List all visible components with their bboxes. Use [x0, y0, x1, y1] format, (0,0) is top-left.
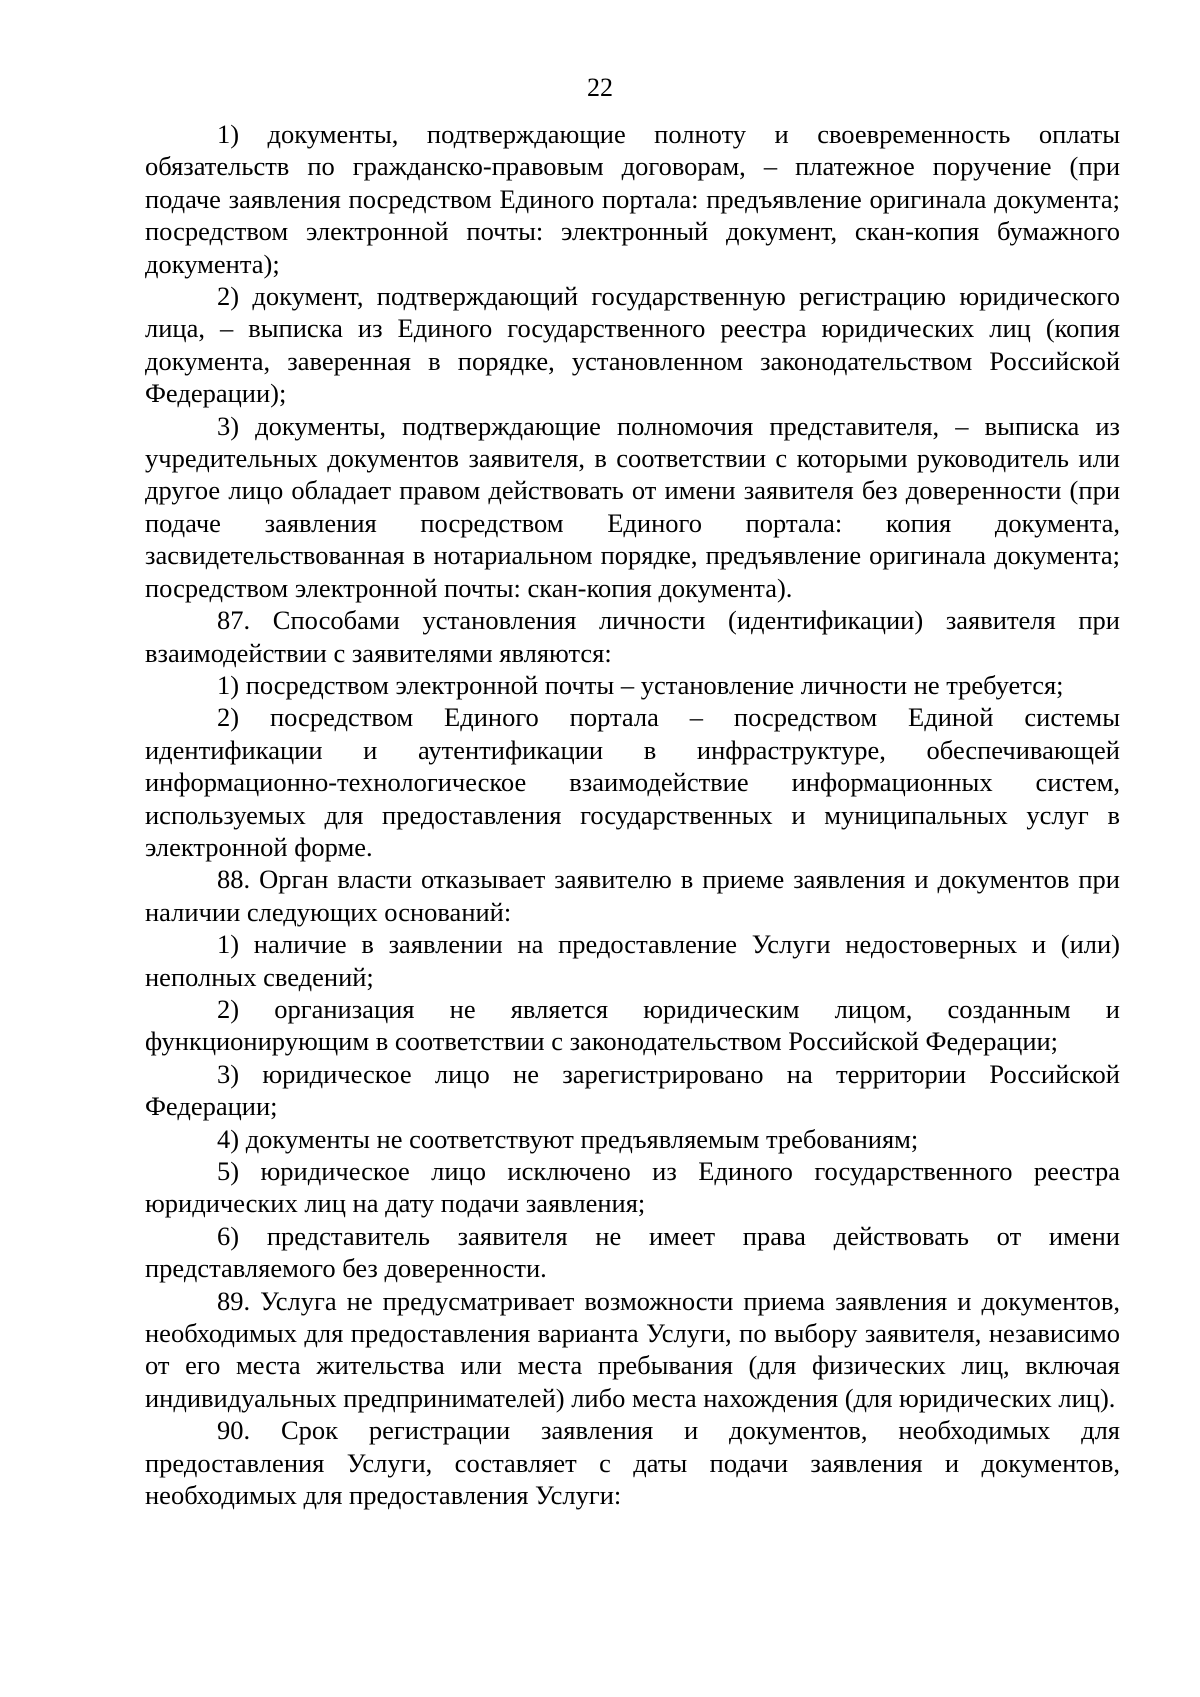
- paragraph-87-identification-methods: 87. Способами установления личности (идентификации) заявителя при взаимодействии с заявителями являются:: [145, 605, 1120, 668]
- paragraph-88-item-6: 6) представитель заявителя не имеет права действовать от имени представляемого без доверенности.: [145, 1220, 1120, 1284]
- paragraph-88-refusal-grounds: 88. Орган власти отказывает заявителю в приеме заявления и документов при наличии следующих оснований:: [145, 864, 1120, 927]
- paragraph-88-item-1: 1) наличие в заявлении на предоставление Услуги недостоверных и (или) неполных сведений;: [145, 929, 1120, 992]
- paragraph-item-3-representative-authority: 3) документы, подтверждающие полномочия представителя, – выписка из учредительных документов заявителя, в соответствии с которыми руководитель или другое лицо обладает правом действовать от имени заявителя без доверенности (при подаче заявления посредством Единого портала: копия документа, засвидетельствованная в нотариальном порядке, предъявление оригинала документа; посредством электронной почты: скан-копия документа).: [145, 410, 1120, 603]
- paragraph-90-registration-term: 90. Срок регистрации заявления и документов, необходимых для предоставления Услуги, составляет с даты подачи заявления и документов, необходимых для предоставления Услуги:: [145, 1415, 1120, 1511]
- paragraph-87-item-2-portal: 2) посредством Единого портала – посредством Единой системы идентификации и аутентификации в инфраструктуре, обеспечивающей информационно-технологическое взаимодействие информационных систем, используемых для предоставления государственных и муниципальных услуг в электронной форме.: [145, 702, 1120, 862]
- paragraph-item-1-payment-documents: 1) документы, подтверждающие полноту и своевременность оплаты обязательств по гражданско-правовым договорам, – платежное поручение (при подаче заявления посредством Единого портала: предъявление оригинала документа; посредством электронной почты: электронный документ, скан-копия бумажного документа);: [145, 119, 1120, 279]
- paragraph-88-item-3: 3) юридическое лицо не зарегистрировано на территории Российской Федерации;: [145, 1058, 1120, 1122]
- document-body: [145, 118, 1120, 1511]
- paragraph-89-extraterritorial: 89. Услуга не предусматривает возможности приема заявления и документов, необходимых для предоставления варианта Услуги, по выбору заявителя, независимо от его места жительства или места пребывания (для физических лиц, включая индивидуальных предпринимателей) либо места нахождения (для юридических лиц).: [145, 1285, 1120, 1413]
- paragraph-88-item-5: 5) юридическое лицо исключено из Единого государственного реестра юридических лиц на дату подачи заявления;: [145, 1156, 1120, 1219]
- paragraph-item-2-registration-document: 2) документ, подтверждающий государственную регистрацию юридического лица, – выписка из Единого государственного реестра юридических лиц (копия документа, заверенная в порядке, установленном законодательством Российской Федерации);: [145, 281, 1120, 409]
- page-number: 22: [587, 73, 613, 102]
- paragraph-87-item-1-email: 1) посредством электронной почты – установление личности не требуется;: [217, 669, 1064, 700]
- paragraph-88-item-2: 2) организация не является юридическим лицом, созданным и функционирующим в соответствии с законодательством Российской Федерации;: [145, 993, 1120, 1057]
- paragraph-88-item-4: 4) документы не соответствуют предъявляемым требованиям;: [217, 1123, 919, 1154]
